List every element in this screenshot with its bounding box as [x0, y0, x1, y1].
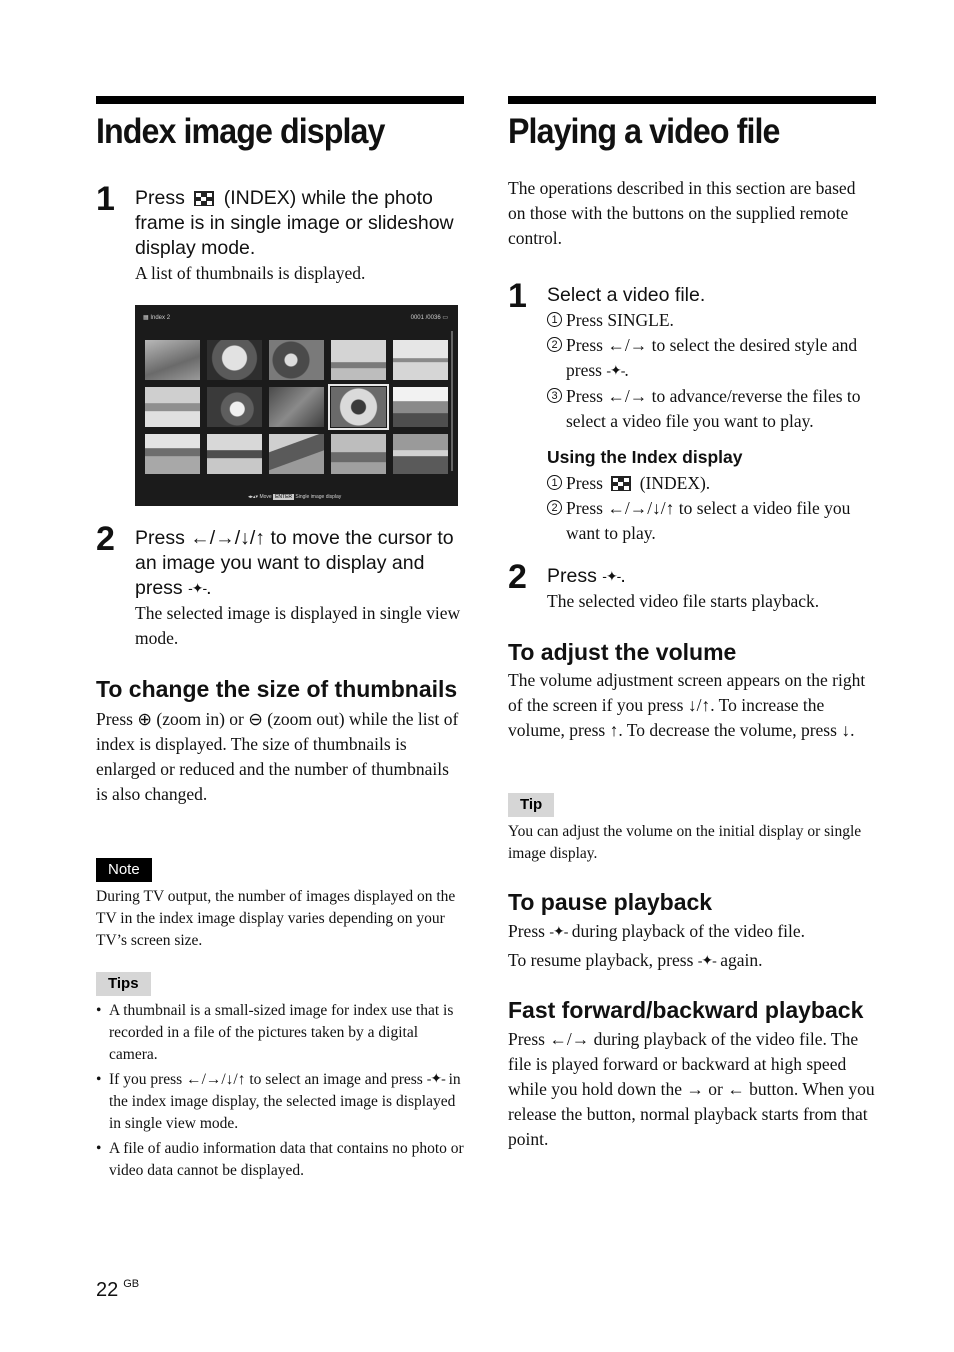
step-result: A list of thumbnails is displayed.: [135, 263, 366, 283]
arrow-buttons-icon: ←/→: [607, 386, 648, 406]
circled-number: 1: [547, 312, 562, 327]
tips-label: Tips: [96, 972, 151, 996]
step-1-index: [96, 180, 464, 286]
tip-text: You can adjust the volume on the initial display or single image display.: [508, 823, 862, 862]
sub-step: 2 Press ←/→ to select the desired style and press -✦-.: [547, 333, 876, 384]
sub-step: 2 Press ←/→/↓/↑ to select a video file you want to play.: [547, 496, 876, 546]
step-instruction: Press ←/→/↓/↑ to move the cursor to an image you want to display and press -✦-.: [135, 527, 454, 599]
arrow-buttons-icon: ←/→/↓/↑: [186, 1071, 246, 1088]
sub-step: 3 Press ←/→ to advance/reverse the files to select a video file you want to play.: [547, 384, 876, 434]
step-2-video: [508, 558, 876, 614]
list-item: • A file of audio information data that contains no photo or video data cannot be displayed.: [96, 1138, 464, 1182]
subsection-line: To resume playback, press -✦- again.: [508, 948, 876, 974]
step-number: 2: [508, 558, 527, 596]
enter-button-icon: -✦-: [188, 580, 207, 596]
thumbnail: [331, 434, 386, 474]
pause-section: [508, 888, 876, 974]
note-text: During TV output, the number of images displayed on the TV in the index image display varies depending on your TV’s screen size.: [96, 888, 456, 949]
thumbnail: [331, 340, 386, 380]
subsection-heading: To change the size of thumbnails: [96, 676, 458, 702]
subsection-line: Press -✦- during playback of the video file.: [508, 919, 876, 945]
zoom-in-icon: ⊕: [137, 709, 152, 729]
index-button-icon: [194, 191, 214, 206]
left-column: [96, 96, 464, 1179]
step-2-index: [96, 520, 464, 651]
screen-scrollbar: [451, 331, 453, 471]
enter-button-icon: -✦-: [602, 568, 621, 584]
step-number: 2: [96, 520, 115, 558]
title-rule: [96, 96, 464, 104]
zoom-out-icon: ⊖: [248, 709, 263, 729]
circled-number: 3: [547, 388, 562, 403]
tips-list: [96, 1000, 464, 1182]
step-number: 1: [96, 180, 115, 218]
subsection-body: Press ⊕ (zoom in) or ⊖ (zoom out) while the list of index is displayed. The size of thumbnails is enlarged or reduced and the number of thumbnails is also changed.: [96, 709, 459, 804]
enter-button-icon: -✦-: [549, 925, 568, 940]
thumbnail: [145, 340, 200, 380]
list-item: • If you press ←/→/↓/↑ to select an image and press -✦- in the index image display, the selected image is displayed in single view mode.: [96, 1069, 464, 1135]
enter-button-icon: -✦-: [606, 364, 625, 379]
step-instruction: Press (INDEX) while the photo frame is in single image or slideshow display mode.: [135, 187, 454, 259]
step-instruction: Select a video file.: [547, 284, 706, 306]
thumbnail: [393, 434, 448, 474]
down-arrow-icon: ↓: [841, 720, 851, 740]
circled-number: 2: [547, 500, 562, 515]
subsection-body: Press ←/→ during playback of the video file. The file is played forward or backward at high speed while you hold down the → or ← button. When you release the button, normal playback starts from that point.: [508, 1029, 875, 1149]
thumbnail: [207, 340, 262, 380]
right-arrow-icon: →: [686, 1079, 704, 1099]
volume-section: [508, 638, 876, 743]
note-box: [96, 858, 464, 952]
sub-step: 1 Press (INDEX).: [547, 471, 876, 496]
step-number: 1: [508, 277, 527, 315]
page-number: 22 $^{GB}$: [96, 1278, 140, 1301]
thumbnail: [331, 387, 386, 427]
thumbnail: [145, 387, 200, 427]
subsection-body: The volume adjustment screen appears on the right of the screen if you press ↓/↑. To increase the volume, press ↑. To decrease the volume, press ↓.: [508, 670, 866, 740]
index-display-heading: Using the Index display: [547, 447, 743, 467]
circled-number: 1: [547, 475, 562, 490]
step-result: The selected image is displayed in single view mode.: [135, 603, 461, 648]
arrow-buttons-icon: ↓/↑: [687, 695, 711, 715]
section-title-video: Playing a video file: [508, 112, 780, 151]
subsection-heading: To pause playback: [508, 889, 713, 915]
screen-footer: ◂▸▴▾ Move ENTER Single image display: [248, 494, 342, 500]
step-instruction: Press -✦-.: [547, 565, 626, 587]
screen-count: 0001 /0036 ▭: [410, 315, 448, 321]
thumbnail: [207, 387, 262, 427]
index-button-icon: [611, 476, 631, 491]
intro-paragraph: The operations described in this section are based on those with the buttons on the supplied remote control.: [508, 178, 856, 248]
subsection-heading: Fast forward/backward playback: [508, 997, 864, 1023]
thumbnail: [269, 387, 324, 427]
step-1-video: [508, 277, 876, 546]
arrow-buttons-icon: ←/→/↓/↑: [607, 498, 675, 518]
thumbnail: [269, 340, 324, 380]
arrow-buttons-icon: ←/→: [549, 1029, 590, 1049]
screen-header: ▦ Index 2: [143, 315, 171, 321]
tip-box: [508, 793, 876, 865]
thumbnail: [145, 434, 200, 474]
arrow-buttons-icon: ←/→/↓/↑: [190, 527, 266, 549]
section-title-index: Index image display: [96, 112, 385, 151]
right-column: [508, 96, 876, 1149]
up-arrow-icon: ↑: [609, 720, 619, 740]
tips-box: [96, 972, 464, 1185]
thumbnail: [207, 434, 262, 474]
tip-label: Tip: [508, 793, 554, 817]
note-label: Note: [96, 858, 152, 882]
enter-button-icon: -✦-: [697, 954, 716, 969]
circled-number: 2: [547, 337, 562, 352]
left-arrow-icon: ←: [727, 1079, 745, 1099]
enter-button-icon: -✦-: [426, 1072, 445, 1087]
thumbnail: [269, 434, 324, 474]
title-rule: [508, 96, 876, 104]
index-screen-illustration: [135, 305, 458, 506]
arrow-buttons-icon: ←/→: [607, 335, 648, 355]
sub-step: 1 Press SINGLE.: [547, 308, 876, 333]
step-result: The selected video file starts playback.: [547, 591, 820, 611]
thumbnail: [393, 340, 448, 380]
thumb-size-section: [96, 675, 464, 807]
subsection-heading: To adjust the volume: [508, 639, 737, 665]
thumbnail: [393, 387, 448, 427]
list-item: • A thumbnail is a small-sized image for index use that is recorded in a file of the pictures taken by a digital camera.: [96, 1000, 464, 1066]
ffwd-section: [508, 996, 876, 1152]
